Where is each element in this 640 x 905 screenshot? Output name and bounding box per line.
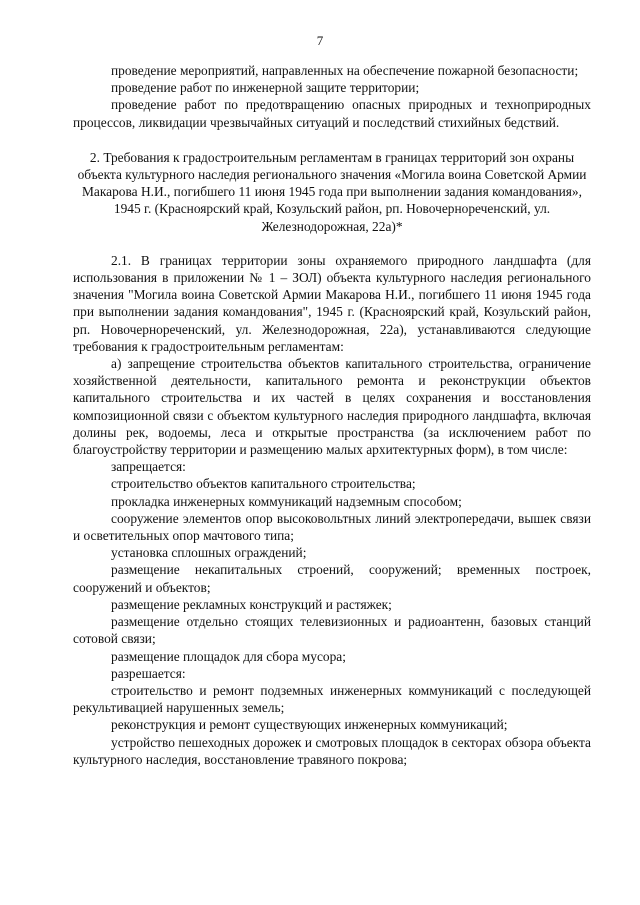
page-number: 7 (316, 33, 324, 48)
list-item: размещение некапитальных строений, сооружений; временных построек, сооружений и объектов; (73, 562, 591, 595)
list-item: устройство пешеходных дорожек и смотровых площадок в секторах обзора объекта культурного наследия, восстановление травяного покрова; (73, 734, 591, 767)
paragraph: 2.1. В границах территории зоны охраняемого природного ландшафта (для использования в приложении № 1 – ЗОЛ) объекта культурного наследия регионального значения "Могила воина Советской Армии Макарова Н.И., погибшего 11 июня 1945 года при выполнении задания командования", 1945 г. (Красноярский край, Козульский район, рп. Новочернореченский, ул. Железнодорожная, 22а), устанавливаются следующие требования к градостроительным регламентам: (73, 252, 591, 354)
paragraph: проведение работ по инженерной защите территории; (111, 80, 420, 96)
section-heading: 2. Требования к градостроительным регламентам в границах территорий зон охраны объекта культурного наследия регионального значения «Могила воина Советской Армии Макарова Н.И., погибшего 11 июня 1945 года при выполнении задания командования», 1945 г. (Красноярский край, Козульский район, рп. Новочернореченский, ул. Железнодорожная, 22а)* (77, 149, 587, 234)
paragraph: проведение работ по предотвращению опасных природных и техноприродных процессов, ликвидации чрезвычайных ситуаций и последствий стихийных бедствий. (73, 97, 591, 130)
list-item: установка сплошных ограждений; (111, 545, 307, 561)
list-item: строительство объектов капитального строительства; (111, 476, 416, 492)
list-item: размещение отдельно стоящих телевизионных и радиоантенн, базовых станций сотовой связи; (73, 614, 591, 647)
document-body (73, 62, 591, 768)
list-item: прокладка инженерных коммуникаций надземным способом; (111, 493, 462, 509)
paragraph: а) запрещение строительства объектов капитального строительства, ограничение хозяйственной деятельности, капитального ремонта и реконструкции объектов капитального строительства и их частей в целях сохранения и восстановления композиционной связи с объектом культурного наследия природного ландшафта, включая долины рек, водоемы, леса и открытые пространства (за исключением работ по благоустройству территории и размещению малых архитектурных форм), в том числе: (73, 356, 591, 458)
list-item: реконструкция и ремонт существующих инженерных коммуникаций; (111, 717, 508, 733)
list-item: размещение площадок для сбора мусора; (111, 648, 346, 664)
list-item: сооружение элементов опор высоковольтных линий электропередачи, вышек связи и осветительных опор мачтового типа; (73, 510, 591, 544)
list-item: строительство и ремонт подземных инженерных коммуникаций с последующей рекультивацией нарушенных земель; (73, 682, 591, 716)
list-label: разрешается: (111, 665, 186, 681)
paragraph: проведение мероприятий, направленных на обеспечение пожарной безопасности; (111, 63, 579, 78)
list-item: размещение рекламных конструкций и растяжек; (111, 596, 392, 612)
list-label: запрещается: (111, 459, 186, 475)
